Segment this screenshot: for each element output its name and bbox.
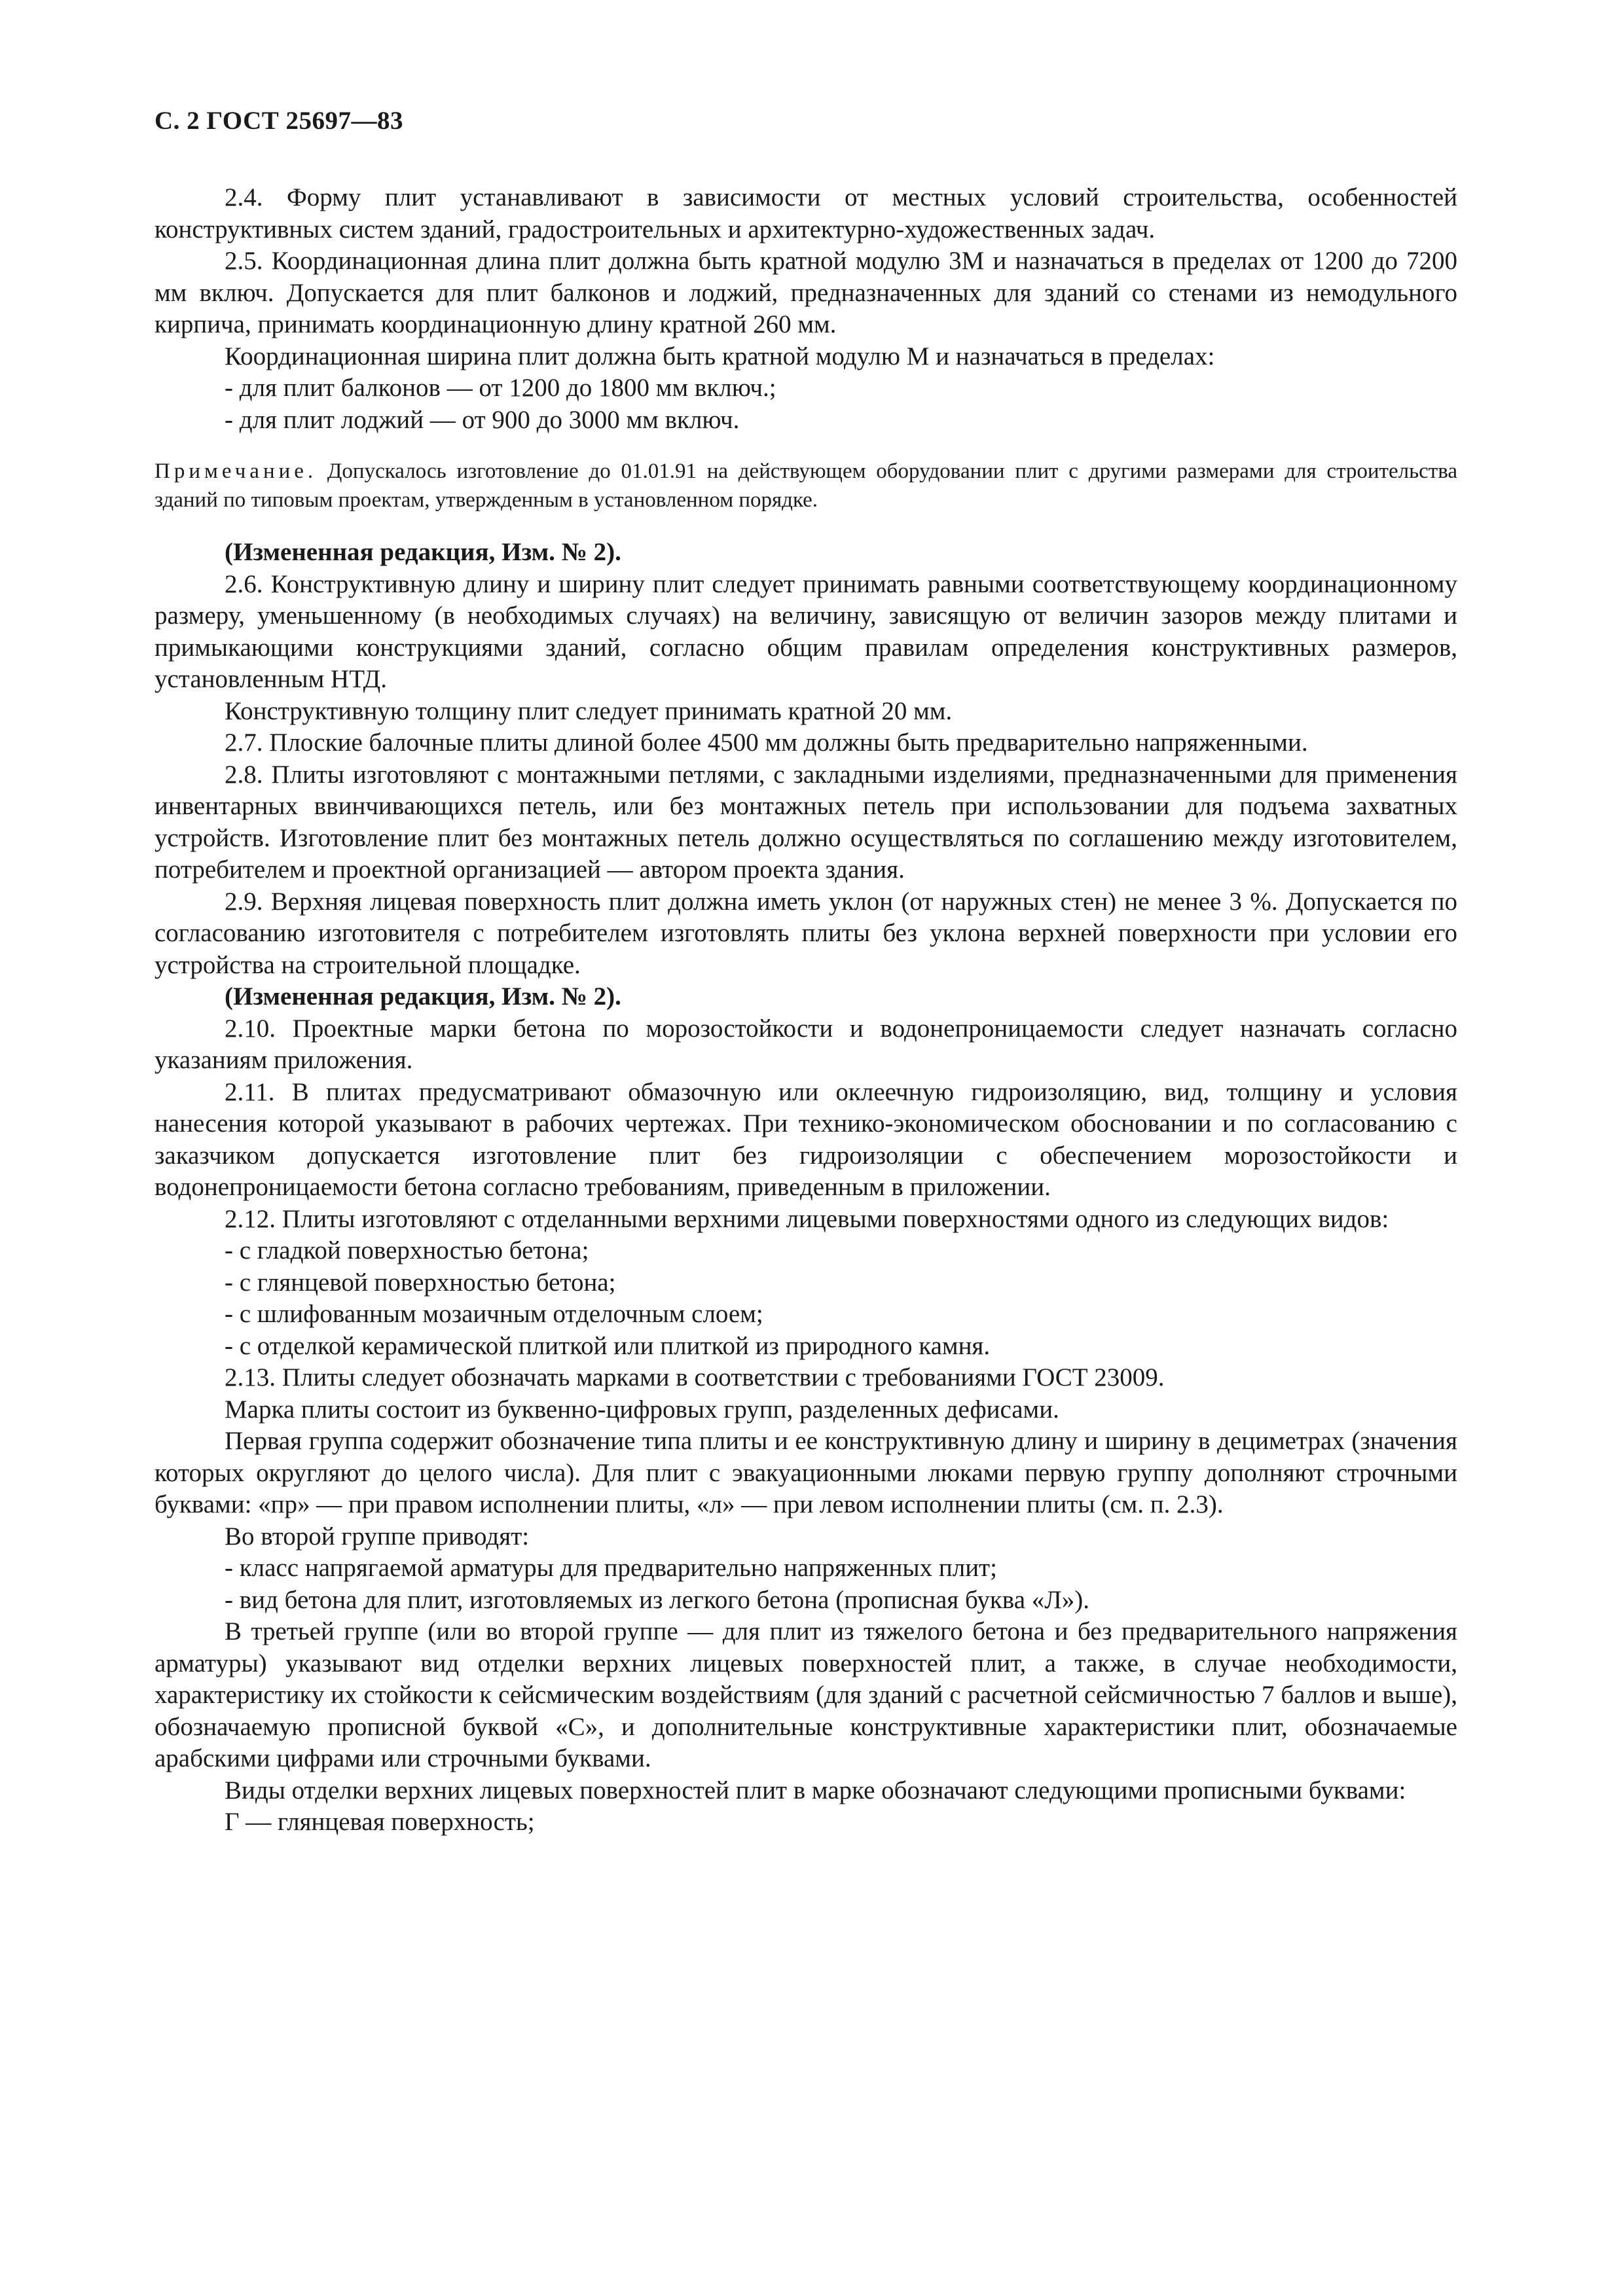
list-item: - с шлифованным мозаичным отделочным слоем; xyxy=(225,1300,763,1328)
list-item: - для плит лоджий — от 900 до 3000 мм включ. xyxy=(225,405,740,434)
note xyxy=(155,457,1457,514)
list-item: - класс напрягаемой арматуры для предварительно напряженных плит; xyxy=(225,1554,997,1582)
paragraph-finish-types: Виды отделки верхних лицевых поверхностей плит в марке обозначают следующими прописными буквами: xyxy=(225,1776,1406,1804)
paragraph-width: Координационная ширина плит должна быть кратной модулю М и назначаться в пределах: xyxy=(225,342,1215,370)
note-text: Допускалось изготовление до 01.01.91 на действующем оборудовании плит с другими размерами для строительства зданий по типовым проектам, утвержденным в установленном порядке. xyxy=(155,459,1457,512)
document-page xyxy=(155,105,1457,1839)
list-item: - с отделкой керамической плиткой или плиткой из природного камня. xyxy=(225,1331,991,1360)
paragraph-second-group: Во второй группе приводят: xyxy=(225,1522,530,1551)
amendment-note: (Измененная редакция, Изм. № 2). xyxy=(225,982,621,1011)
list-item: - вид бетона для плит, изготовляемых из легкого бетона (прописная буква «Л»). xyxy=(225,1585,1089,1614)
paragraph-2-10: 2.10. Проектные марки бетона по морозостойкости и водонепроницаемости следует назначать согласно указаниям приложения. xyxy=(155,1014,1457,1074)
list-item: - с гладкой поверхностью бетона; xyxy=(225,1236,589,1265)
paragraph-2-6: 2.6. Конструктивную длину и ширину плит следует принимать равными соответствующему координационному размеру, уменьшенному (в необходимых случаях) на величину, зависящую от величин зазоров между плитами и примыкающими конструкциями зданий, согласно общим правилам определения конструктивных размеров, установленным НТД. xyxy=(155,569,1457,693)
paragraph-2-13: 2.13. Плиты следует обозначать марками в соответствии с требованиями ГОСТ 23009. xyxy=(225,1363,1165,1391)
paragraph-2-4: 2.4. Форму плит устанавливают в зависимости от местных условий строительства, особенностей конструктивных систем зданий, градостроительных и архитектурно-художественных задач. xyxy=(155,183,1457,243)
note-label: Примечание. xyxy=(155,459,318,483)
paragraph-thickness: Конструктивную толщину плит следует принимать кратной 20 мм. xyxy=(225,696,953,725)
paragraph-2-12: 2.12. Плиты изготовляют с отделанными верхними лицевыми поверхностями одного из следующих видов: xyxy=(225,1204,1389,1233)
amendment-note: (Измененная редакция, Изм. № 2). xyxy=(225,538,621,566)
paragraph-glossy: Г — глянцевая поверхность; xyxy=(225,1808,535,1836)
paragraph-2-9: 2.9. Верхняя лицевая поверхность плит должна иметь уклон (от наружных стен) не менее 3 %. Допускается по согласованию изготовителя с потребителем изготовлять плиты без уклона верхней поверхности при условии его устройства на строительной площадке. xyxy=(155,887,1457,979)
page-header: С. 2 ГОСТ 25697—83 xyxy=(155,107,403,135)
list-item: - для плит балконов — от 1200 до 1800 мм включ.; xyxy=(225,374,776,402)
paragraph-2-5: 2.5. Координационная длина плит должна быть кратной модулю 3М и назначаться в пределах от 1200 до 7200 мм включ. Допускается для плит балконов и лоджий, предназначенных для зданий со стенами из немодульного кирпича, принимать координационную длину кратной 260 мм. xyxy=(155,247,1457,338)
paragraph-mark: Марка плиты состоит из буквенно-цифровых групп, разделенных дефисами. xyxy=(225,1395,1059,1424)
paragraph-2-8: 2.8. Плиты изготовляют с монтажными петлями, с закладными изделиями, предназначенными для применения инвентарных ввинчивающихся петель, или без монтажных петель при использовании для подъема захватных устройств. Изготовление плит без монтажных петель должно осуществляться по соглашению между изготовителем, потребителем и проектной организацией — автором проекта здания. xyxy=(155,760,1457,884)
paragraph-2-11: 2.11. В плитах предусматривают обмазочную или оклеечную гидроизоляцию, вид, толщину и условия нанесения которой указывают в рабочих чертежах. При технико-экономическом обосновании и по согласованию с заказчиком допускается изготовление плит без гидроизоляции с обеспечением морозостойкости и водонепроницаемости бетона согласно требованиям, приведенным в приложении. xyxy=(155,1077,1457,1201)
paragraph-third-group: В третьей группе (или во второй группе — для плит из тяжелого бетона и без предварительного напряжения арматуры) указывают вид отделки верхних лицевых поверхностей плит, а также, в случае необходимости, характеристику их стойкости к сейсмическим воздействиям (для зданий с расчетной сейсмичностью 7 баллов и выше), обозначаемую прописной буквой «С», и дополнительные конструктивные характеристики плит, обозначаемые арабскими цифрами или строчными буквами. xyxy=(155,1617,1457,1772)
paragraph-first-group: Первая группа содержит обозначение типа плиты и ее конструктивную длину и ширину в дециметрах (значения которых округляют до целого числа). Для плит с эвакуационными люками первую группу дополняют строчными буквами: «пр» — при правом исполнении плиты, «л» — при левом исполнении плиты (см. п. 2.3). xyxy=(155,1427,1457,1518)
paragraph-2-7: 2.7. Плоские балочные плиты длиной более 4500 мм должны быть предварительно напряженными. xyxy=(225,728,1308,757)
list-item: - с глянцевой поверхностью бетона; xyxy=(225,1268,616,1297)
